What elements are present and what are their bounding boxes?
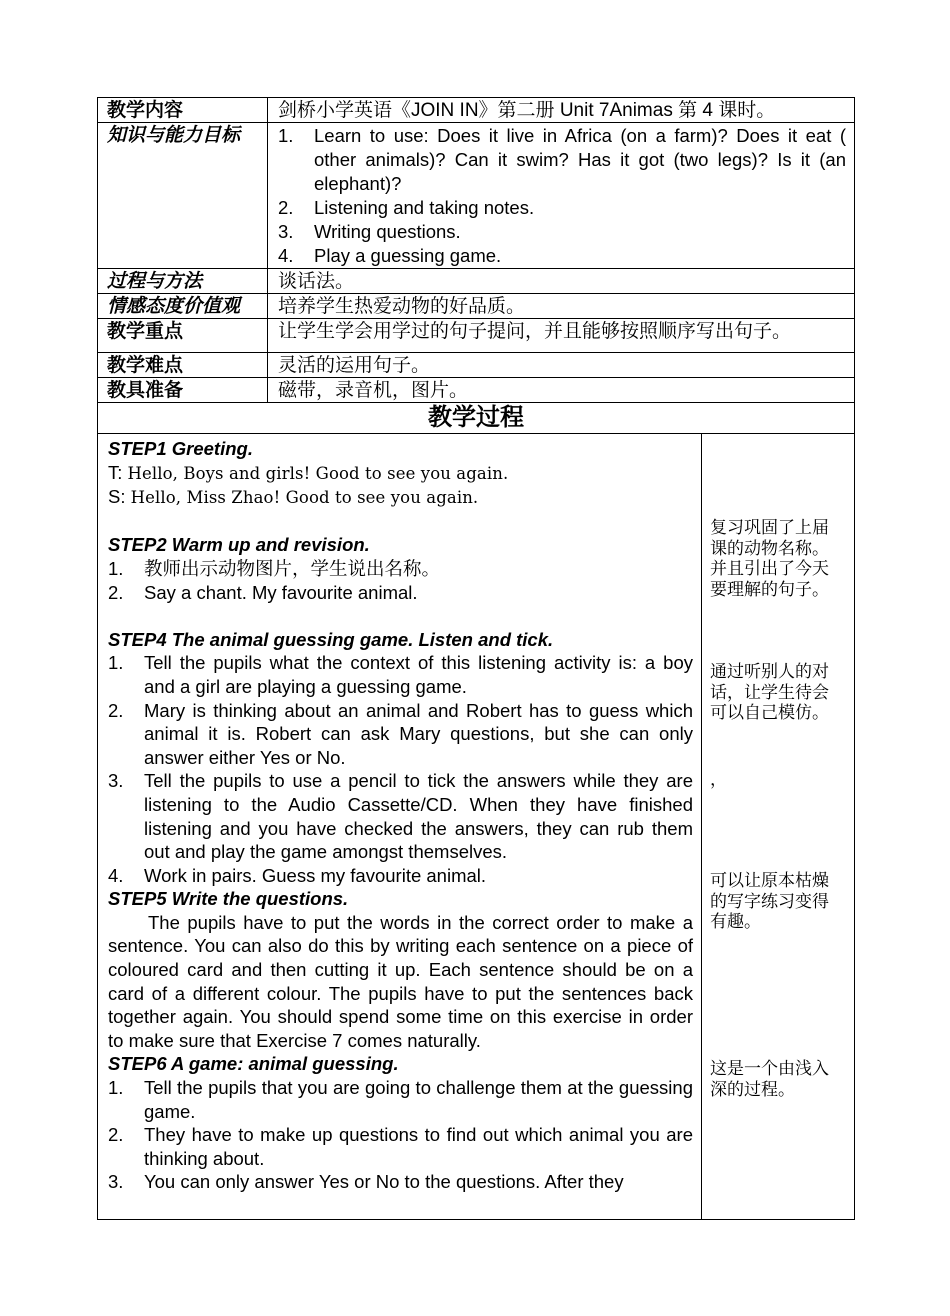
row-values	[98, 294, 855, 319]
value-process-method: 谈话法。	[268, 269, 855, 294]
value-values: 培养学生热爱动物的好品质。	[268, 294, 855, 319]
row-objectives	[98, 123, 855, 269]
label-values: 情感态度价值观	[98, 294, 268, 319]
note-item: 通过听别人的对话，让学生待会可以自己模仿。	[710, 662, 829, 722]
greeting-line: T: Hello, Boys and girls! Good to see you again.	[108, 461, 509, 483]
objective-item: 1. Learn to use: Does it live in Africa (on a farm)? Does it eat ( other animals)? Can it swim? Has it got (two legs)? Is it (an elephant)?	[278, 125, 846, 194]
label-difficulties: 教学难点	[98, 353, 268, 378]
note-item: ，	[710, 770, 727, 789]
spacer	[108, 510, 693, 534]
step6-title: STEP6 A game: animal guessing.	[108, 1053, 399, 1075]
step4-list	[108, 651, 693, 887]
objective-item: 2. Listening and taking notes.	[278, 197, 535, 218]
label-content: 教学内容	[98, 98, 268, 123]
process-title: 教学过程	[98, 403, 855, 434]
spacer	[108, 604, 693, 628]
step4-title: STEP4 The animal guessing game. Listen and tick.	[108, 628, 554, 650]
row-difficulties	[98, 353, 855, 378]
value-objectives	[268, 123, 855, 269]
list-item: 1. 教师出示动物图片，学生说出名称。	[108, 557, 441, 579]
label-process-method: 过程与方法	[98, 269, 268, 294]
value-difficulties: 灵活的运用句子。	[268, 353, 855, 378]
notes-column	[702, 434, 855, 1220]
list-item: 2. Mary is thinking about an animal and Robert has to guess which animal it is. Robert can ask Mary questions, but she can only answer either Yes or No.	[108, 699, 693, 768]
note-item: 可以让原本枯燥的写字练习变得有趣。	[710, 871, 829, 931]
objective-item: 4. Play a guessing game.	[278, 245, 502, 266]
process-body	[98, 434, 702, 1220]
list-item: 2. Say a chant. My favourite animal.	[108, 581, 418, 603]
label-materials: 教具准备	[98, 378, 268, 403]
row-process-method	[98, 269, 855, 294]
list-item: 1. Tell the pupils that you are going to challenge them at the guessing game.	[108, 1077, 693, 1122]
list-item: 3. You can only answer Yes or No to the questions. After they	[108, 1171, 624, 1193]
objectives-list	[278, 124, 854, 268]
objective-item: 3. Writing questions.	[278, 221, 461, 242]
row-materials	[98, 378, 855, 403]
step1-title: STEP1 Greeting.	[108, 438, 253, 459]
list-item: 1. Tell the pupils what the context of this listening activity is: a boy and a girl are playing a guessing game.	[108, 652, 693, 697]
list-item: 3. Tell the pupils to use a pencil to tick the answers while they are listening to the Audio Cassette/CD. When they have finished listening and you have checked the answers, they can rub them out and play the game amongst themselves.	[108, 770, 693, 863]
note-item: 复习巩固了上届课的动物名称。并且引出了今天要理解的句子。	[710, 518, 829, 599]
lesson-plan-table	[97, 97, 855, 1220]
value-key-points: 让学生学会用学过的句子提问，并且能够按照顺序写出句子。	[268, 319, 855, 353]
step2-title: STEP2 Warm up and revision.	[108, 534, 370, 556]
note-item: 这是一个由浅入深的过程。	[710, 1059, 829, 1099]
step5-title: STEP5 Write the questions.	[108, 888, 349, 910]
row-process-body	[98, 434, 855, 1220]
row-content	[98, 98, 855, 123]
list-item: 2. They have to make up questions to find out which animal you are thinking about.	[108, 1124, 693, 1169]
step2-list	[108, 557, 693, 604]
label-objectives: 知识与能力目标	[98, 123, 268, 269]
value-materials: 磁带，录音机，图片。	[268, 378, 855, 403]
row-key-points	[98, 319, 855, 353]
label-key-points: 教学重点	[98, 319, 268, 353]
greeting-line: S: Hello, Miss Zhao! Good to see you again.	[108, 486, 479, 508]
step6-list	[108, 1076, 693, 1194]
value-content: 剑桥小学英语《JOIN IN》第二册 Unit 7Animas 第 4 课时。	[268, 98, 855, 123]
row-process-title	[98, 403, 855, 434]
step5-paragraph: The pupils have to put the words in the correct order to make a sentence. You can also do this by writing each sentence on a piece of coloured card and then cutting it up. Each sentence should be on a card of a different colour. The pupils have to put the sentences back together again. You should spend some time on this exercise in order to make sure that Exercise 7 comes naturally.	[108, 911, 693, 1051]
list-item: 4. Work in pairs. Guess my favourite animal.	[108, 864, 487, 886]
